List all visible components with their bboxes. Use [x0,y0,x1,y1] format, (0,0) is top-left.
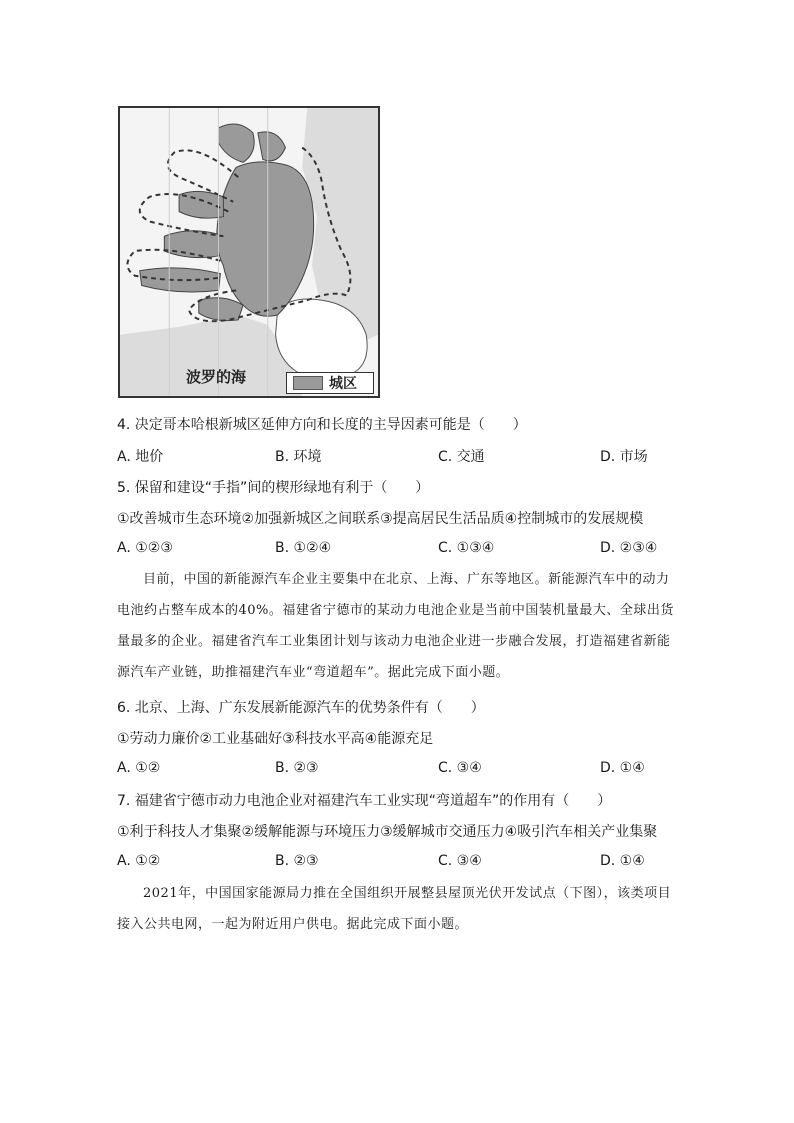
q7-option-c[interactable]: C. ③④ [438,853,482,869]
q5-stem: 5. 保留和建设“手指”间的楔形绿地有利于（ ） [117,480,430,496]
q6-stem: 6. 北京、上海、广东发展新能源汽车的优势条件有（ ） [117,700,485,716]
q5-option-b[interactable]: B. ①②④ [275,540,332,556]
q6-statements: ①劳动力廉价②工业基础好③科技水平高④能源充足 [117,731,434,747]
legend-swatch [293,376,323,390]
q6-option-b[interactable]: B. ②③ [275,760,319,776]
q6-option-a[interactable]: A. ①② [117,760,161,776]
legend-label: 城区 [329,376,357,392]
map-drawing [120,108,378,396]
q4-option-b[interactable]: B. 环境 [275,449,322,465]
q4-stem: 4. 决定哥本哈根新城区延伸方向和长度的主导因素可能是（ ） [117,417,527,433]
q4-option-a[interactable]: A. 地价 [117,449,164,465]
sea-label: 波罗的海 [186,368,247,386]
q7-option-a[interactable]: A. ①② [117,853,161,869]
passage-1 [117,564,677,688]
q7-stem: 7. 福建省宁德市动力电池企业对福建汽车工业实现“弯道超车”的作用有（ ） [117,793,612,809]
q6-option-c[interactable]: C. ③④ [438,760,482,776]
q7-option-b[interactable]: B. ②③ [275,853,319,869]
q7-option-d[interactable]: D. ①④ [600,853,645,869]
q7-statements: ①利于科技人才集聚②缓解能源与环境压力③缓解城市交通压力④吸引汽车相关产业集聚 [117,824,658,840]
q4-option-d[interactable]: D. 市场 [600,449,648,465]
copenhagen-map [118,106,380,398]
q5-statements: ①改善城市生态环境②加强新城区之间联系③提高居民生活品质④控制城市的发展规模 [117,511,644,527]
passage-2-text: 2021年，中国国家能源局力推在全国组织开展整县屋顶光伏开发试点（下图），该类项目接入公共电网，一起为附近用户供电。据此完成下面小题。 [117,886,672,932]
passage-2 [117,878,677,940]
q5-option-d[interactable]: D. ②③④ [600,540,658,556]
q5-option-a[interactable]: A. ①②③ [117,540,173,556]
q6-option-d[interactable]: D. ①④ [600,760,645,776]
passage-1-text: 目前，中国的新能源汽车企业主要集中在北京、上海、广东等地区。新能源汽车中的动力电池约占整车成本的40%。福建省宁德市的某动力电池企业是当前中国装机量最大、全球出货量最多的企业。福建省汽车工业集团计划与该动力电池企业进一步融合发展，打造福建省新能源汽车产业链，助推福建汽车业“弯道超车”。据此完成下面小题。 [117,572,674,680]
q4-option-c[interactable]: C. 交通 [438,449,485,465]
q5-option-c[interactable]: C. ①③④ [438,540,495,556]
map-legend [286,372,374,394]
